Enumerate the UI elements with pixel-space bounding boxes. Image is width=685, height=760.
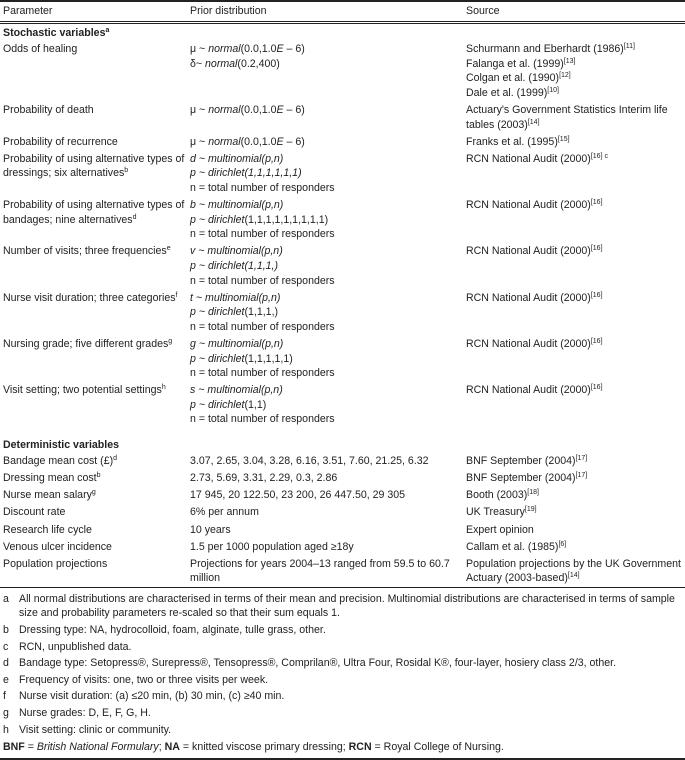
parameter-cell — [0, 556, 187, 588]
parameter-name: Visit setting; two potential settings — [3, 384, 162, 397]
footnote — [0, 656, 685, 673]
parameter-name: Nurse mean salary — [3, 489, 92, 502]
prior-line — [190, 305, 463, 320]
prior-italic: t ~ multinomial(p,n) — [190, 291, 281, 304]
prior-line — [190, 291, 463, 306]
source-cell — [463, 151, 685, 197]
source-line — [466, 291, 685, 306]
source-line — [466, 71, 685, 86]
footnote-key: d — [3, 657, 9, 670]
reference: [6] — [558, 540, 567, 548]
source-text: Schurmann and Eberhardt (1986) — [466, 43, 624, 56]
parameter-name: Bandage mean cost (£) — [3, 455, 114, 468]
table-row — [0, 522, 685, 539]
prior-italic: p ~ dirichlet(1,1,1,) — [190, 260, 279, 272]
parameter-name: Probability of using alternative types of bandages; nine alternatives — [3, 199, 185, 226]
source-cell — [463, 41, 685, 102]
parameter-name: Probability of recurrence — [3, 135, 118, 148]
prior-cell — [187, 151, 463, 197]
footnote-ref: f — [175, 291, 178, 299]
parameter-name: Venous ulcer incidence — [3, 540, 112, 553]
value-cell — [187, 487, 463, 504]
parameter-name: Population projections — [3, 557, 108, 570]
source-cell — [463, 539, 685, 556]
prior-italic: p ~ dirichlet — [190, 398, 245, 411]
footnote — [0, 672, 685, 689]
footnote-text: Visit setting: clinic or community. — [19, 723, 172, 736]
parameter-cell — [0, 504, 187, 521]
prior-italic: s ~ multinomial(p,n) — [190, 384, 283, 397]
footnote-ref: d — [113, 455, 118, 463]
value-cell — [187, 504, 463, 521]
source-line — [466, 383, 685, 398]
source-text: Expert opinion — [466, 523, 534, 536]
section-deterministic — [0, 429, 685, 454]
prior-cell — [187, 336, 463, 382]
prior-line — [190, 320, 463, 335]
footnote-key: b — [3, 624, 9, 637]
prior-italic: normal — [205, 57, 238, 70]
footnote — [0, 706, 685, 723]
value-text: 6% per annum — [190, 506, 259, 519]
prior-line — [190, 135, 463, 150]
source-cell — [463, 556, 685, 588]
parameter-cell — [0, 539, 187, 556]
footnote-text: Nurse visit duration: (a) ≤20 min, (b) 30 min, (c) ≥40 min. — [19, 690, 285, 703]
value-cell — [187, 453, 463, 470]
prior-text: (1,1,1,1,1,1,1,1,1) — [244, 213, 329, 226]
parameter-cell — [0, 102, 187, 134]
prior-text: n = total number of responders — [190, 182, 335, 195]
separator: . — [500, 740, 504, 753]
prior-italic: normal — [208, 43, 241, 56]
source-text: RCN National Audit (2000) — [466, 199, 591, 212]
prior-line — [190, 412, 463, 427]
footnote-key: c — [3, 640, 9, 653]
parameter-cell — [0, 197, 187, 243]
table-row — [0, 336, 685, 382]
source-cell — [463, 243, 685, 289]
footnote — [0, 591, 685, 622]
header-source: Source — [466, 5, 500, 17]
parameter-name: Discount rate — [3, 506, 66, 519]
source-line — [466, 135, 685, 150]
parameter-cell — [0, 336, 187, 382]
prior-line — [190, 213, 463, 228]
footnote-key: g — [3, 707, 9, 720]
parameter-name: Nurse visit duration; three categories — [3, 291, 176, 304]
prior-italic: d ~ multinomial(p,n) — [190, 152, 284, 165]
abbreviation: BNF — [3, 740, 25, 753]
value-text: 2.73, 5.69, 3.31, 2.29, 0.3, 2.86 — [190, 472, 338, 485]
value-cell — [187, 470, 463, 487]
table-row — [0, 41, 685, 102]
footnote-key: f — [3, 690, 6, 703]
footnote-text: Frequency of visits: one, two or three visits per week. — [19, 673, 269, 686]
prior-text: (0.0,1.0 — [240, 135, 277, 148]
reference: [10] — [547, 86, 559, 94]
value-text: 3.07, 2.65, 3.04, 3.28, 6.16, 3.51, 7.60, 21.25, 6.32 — [190, 455, 429, 468]
source-text: Callam et al. (1985) — [466, 540, 559, 553]
table-row — [0, 243, 685, 289]
value-text: 17 945, 20 122.50, 23 200, 26 447.50, 29 305 — [190, 489, 406, 502]
footnote-text: Dressing type: NA, hydrocolloid, foam, alginate, tulle grass, other. — [19, 624, 326, 637]
prior-line — [190, 366, 463, 381]
abbreviation: NA — [164, 740, 180, 753]
prior-line — [190, 337, 463, 352]
prior-line — [190, 198, 463, 213]
footnote — [0, 689, 685, 706]
source-text: Population projections by the UK Government Actuary (2003-based) — [466, 557, 681, 585]
footnote-ref: g — [168, 337, 173, 345]
parameter-cell — [0, 382, 187, 428]
equals: = — [371, 740, 384, 753]
footnote-text: Bandage type: Setopress®, Surepress®, Tensopress®, Comprilan®, Ultra Four, Rosidal K®, four-layer, hosiery class 2/3, other. — [19, 657, 617, 670]
parameter-name: Probability of death — [3, 104, 94, 117]
footnote-key: h — [3, 723, 9, 736]
separator: ; — [158, 740, 165, 753]
source-line — [466, 42, 685, 57]
value-cell — [187, 556, 463, 588]
footnote-ref: h — [161, 384, 166, 392]
prior-italic: p ~ dirichlet — [190, 213, 245, 226]
reference: [19] — [524, 506, 537, 514]
table-row — [0, 539, 685, 556]
reference: [12] — [559, 72, 571, 80]
prior-cell — [187, 290, 463, 336]
parameter-cell — [0, 290, 187, 336]
prior-line — [190, 398, 463, 413]
abbreviation-definition: knitted viscose primary dressing — [192, 740, 343, 753]
reference: [14] — [527, 118, 540, 126]
prior-cell — [187, 41, 463, 102]
parameter-name: Research life cycle — [3, 523, 92, 536]
abbreviation: RCN — [348, 740, 372, 753]
reference: [15] — [557, 135, 570, 143]
prior-text: μ ~ — [190, 43, 209, 56]
footnote-text: RCN, unpublished data. — [19, 640, 132, 653]
prior-line — [190, 152, 463, 167]
reference: [11] — [623, 43, 635, 51]
table-header — [0, 1, 685, 22]
prior-line — [190, 103, 463, 118]
prior-text: n = total number of responders — [190, 274, 335, 287]
value-cell — [187, 522, 463, 539]
prior-line — [190, 352, 463, 367]
separator: ; — [342, 740, 349, 753]
footnote — [0, 639, 685, 656]
prior-text: μ ~ — [190, 104, 209, 117]
reference: [16] c — [590, 152, 608, 160]
footnote-ref: d — [132, 213, 137, 221]
source-line — [466, 152, 685, 167]
reference: [17] — [575, 455, 588, 463]
prior-line — [190, 181, 463, 196]
prior-text: – 6) — [283, 135, 305, 148]
source-line — [466, 57, 685, 72]
table-row — [0, 197, 685, 243]
table-row — [0, 134, 685, 151]
prior-italic: E — [276, 104, 284, 117]
source-text: BNF September (2004) — [466, 455, 576, 468]
reference: [16] — [590, 245, 603, 253]
parameter-name: Number of visits; three frequencies — [3, 245, 167, 258]
prior-text: (1,1) — [244, 398, 267, 411]
prior-italic: p ~ dirichlet(1,1,1,1,1,1) — [190, 167, 302, 180]
prior-text: (0.0,1.0 — [240, 104, 277, 117]
value-cell — [187, 539, 463, 556]
equals: = — [179, 740, 193, 753]
footnote-text: All normal distributions are characterised in terms of their mean and precision. Multinomial distributions are characterised in terms of sample size and probability parameters re-scaled so that their sum equals 1. — [19, 592, 675, 620]
reference: [13] — [563, 57, 576, 65]
prior-text: n = total number of responders — [190, 320, 335, 333]
source-text: Colgan et al. (1990) — [466, 72, 560, 85]
prior-italic: normal — [208, 135, 241, 148]
value-text: 10 years — [190, 523, 231, 536]
table-row — [0, 470, 685, 487]
value-text: 1.5 per 1000 population aged ≥18y — [190, 540, 354, 553]
equals: = — [24, 740, 37, 753]
prior-cell — [187, 134, 463, 151]
section-stochastic — [0, 22, 685, 41]
footnote-ref: b — [96, 472, 101, 480]
table-row — [0, 504, 685, 521]
prior-text: n = total number of responders — [190, 367, 335, 380]
source-text: RCN National Audit (2000) — [466, 152, 591, 165]
prior-cell — [187, 382, 463, 428]
footnote — [0, 623, 685, 640]
table-row — [0, 382, 685, 428]
parameter-cell — [0, 151, 187, 197]
parameter-name: Dressing mean cost — [3, 472, 97, 485]
table-row — [0, 151, 685, 197]
parameter-name: Odds of healing — [3, 43, 78, 56]
source-line — [466, 86, 685, 101]
source-line — [466, 198, 685, 213]
footnote-ref: a — [105, 26, 110, 34]
source-text: BNF September (2004) — [466, 472, 576, 485]
section-title: Deterministic variables — [3, 438, 119, 451]
prior-text: – 6) — [283, 43, 305, 56]
prior-italic: E — [276, 43, 284, 56]
footnote-key: e — [3, 673, 9, 686]
source-text: RCN National Audit (2000) — [466, 291, 591, 304]
source-cell — [463, 336, 685, 382]
source-cell — [463, 522, 685, 539]
reference: [16] — [590, 384, 603, 392]
parameter-cell — [0, 134, 187, 151]
source-cell — [463, 290, 685, 336]
reference: [16] — [590, 337, 603, 345]
abbreviation-definition: Royal College of Nursing — [383, 740, 501, 753]
abbreviation-definition: British National Formulary — [36, 740, 159, 753]
prior-text: δ~ — [190, 57, 206, 70]
reference: [18] — [527, 489, 539, 497]
value-text: Projections for years 2004–13 ranged from 59.5 to 60.7 million — [190, 557, 450, 585]
source-cell — [463, 102, 685, 134]
prior-italic: normal — [208, 104, 241, 117]
source-text: Dale et al. (1999) — [466, 86, 548, 99]
source-text: Booth (2003) — [466, 489, 528, 502]
footnote — [0, 722, 685, 739]
prior-italic: E — [276, 135, 284, 148]
source-line — [466, 244, 685, 259]
abbreviations — [0, 739, 685, 757]
parameter-cell — [0, 522, 187, 539]
prior-line — [190, 259, 463, 274]
source-cell — [463, 504, 685, 521]
footnote-key: a — [3, 592, 9, 605]
table-row — [0, 102, 685, 134]
parameter-name: Probability of using alternative types of dressings; six alternatives — [3, 152, 185, 180]
source-cell — [463, 487, 685, 504]
footnote-ref: b — [124, 167, 129, 175]
prior-cell — [187, 102, 463, 134]
source-text: Falanga et al. (1999) — [466, 57, 564, 70]
prior-italic: p ~ dirichlet — [190, 352, 245, 365]
source-cell — [463, 197, 685, 243]
prior-text: n = total number of responders — [190, 413, 335, 426]
source-cell — [463, 134, 685, 151]
prior-line — [190, 227, 463, 242]
prior-text: n = total number of responders — [190, 228, 335, 241]
source-line — [466, 337, 685, 352]
prior-line — [190, 57, 463, 72]
prior-italic: v ~ multinomial(p,n) — [190, 245, 283, 258]
table-row — [0, 487, 685, 504]
table-row — [0, 453, 685, 470]
header-parameter: Parameter — [3, 5, 53, 17]
parameter-cell — [0, 243, 187, 289]
footnote-text: Nurse grades: D, E, F, G, H. — [19, 707, 151, 720]
prior-italic: b ~ multinomial(p,n) — [190, 199, 284, 212]
prior-cell — [187, 197, 463, 243]
prior-text: (0.0,1.0 — [240, 43, 277, 56]
prior-italic: p ~ dirichlet — [190, 306, 245, 319]
reference: [14] — [567, 572, 580, 580]
prior-italic: g ~ multinomial(p,n) — [190, 337, 284, 350]
prior-text: (1,1,1,) — [244, 306, 279, 319]
prior-line — [190, 42, 463, 57]
parameter-cell — [0, 453, 187, 470]
parameter-cell — [0, 470, 187, 487]
prior-text: – 6) — [283, 104, 305, 117]
source-text: RCN National Audit (2000) — [466, 245, 591, 258]
parameter-cell — [0, 41, 187, 102]
source-text: RCN National Audit (2000) — [466, 337, 591, 350]
header-prior: Prior distribution — [190, 5, 267, 17]
prior-line — [190, 274, 463, 289]
prior-line — [190, 244, 463, 259]
prior-cell — [187, 243, 463, 289]
prior-line — [190, 383, 463, 398]
source-cell — [463, 382, 685, 428]
source-text: RCN National Audit (2000) — [466, 384, 591, 397]
table-row — [0, 556, 685, 588]
reference: [16] — [590, 291, 603, 299]
prior-text: (1,1,1,1,1) — [244, 352, 293, 365]
source-cell — [463, 470, 685, 487]
table-row — [0, 290, 685, 336]
source-text: Franks et al. (1995) — [466, 135, 558, 148]
reference: [16] — [590, 199, 603, 207]
section-title: Stochastic variables — [3, 26, 106, 39]
reference: [17] — [575, 472, 588, 480]
footnote-ref: g — [91, 489, 96, 497]
source-text: UK Treasury — [466, 506, 525, 519]
prior-line — [190, 166, 463, 181]
source-text: Actuary's Government Statistics Interim life tables (2003) — [466, 104, 668, 131]
prior-text: μ ~ — [190, 135, 209, 148]
source-cell — [463, 453, 685, 470]
source-line — [466, 103, 685, 132]
parameter-cell — [0, 487, 187, 504]
parameter-name: Nursing grade; five different grades — [3, 337, 169, 350]
prior-text: (0.2,400) — [237, 57, 280, 70]
footnotes — [0, 588, 685, 760]
footnote-ref: e — [166, 245, 171, 253]
